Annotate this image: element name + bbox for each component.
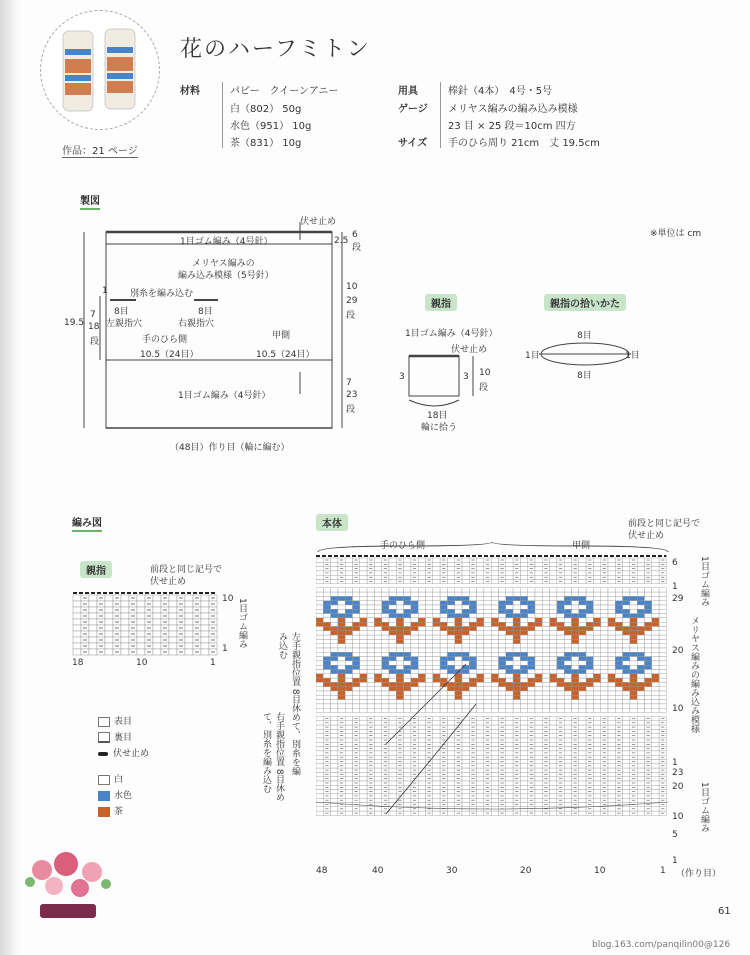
bc-side-rib-top: 1目ゴム編み: [699, 556, 709, 607]
body-chart-cells: [316, 558, 666, 815]
bc-side-pattern: メリヤス編みの編み込み模様: [689, 616, 699, 733]
dg-waste-yarn: 別糸を編み込む: [130, 289, 194, 299]
th-bind-off: 伏せ止め: [451, 345, 488, 355]
section-hontai: 本体: [316, 514, 348, 531]
tc-col-1: 1: [210, 658, 216, 668]
dg-len-1: 1: [102, 286, 108, 296]
bc-annot-left: 左手親指位置 8目休めて、別糸を編み込む: [277, 632, 300, 776]
tc-col-18: 18: [72, 658, 84, 668]
section-oyayubi-chart: 親指: [80, 561, 112, 578]
th-rib: 1目ゴム編み（4号針）: [405, 329, 498, 339]
tc-note1: 前段と同じ記号で: [150, 565, 223, 575]
dg-rib-bottom: 1目ゴム編み（4号針）: [178, 391, 271, 401]
bc-back: 甲側: [572, 541, 591, 551]
pk-left: 1目: [525, 351, 540, 361]
spec-value-tools: 棒針（4本） 4号・5号: [448, 86, 553, 97]
bc-row-20b: 20: [672, 782, 684, 792]
bc-row-5: 5: [672, 830, 678, 840]
th-d10u: 段: [479, 383, 489, 393]
th-d3b: 3: [463, 372, 469, 382]
bc-palm: 手のひら側: [380, 541, 426, 551]
bc-row-29: 29: [672, 594, 684, 604]
schematic-diagram: [60, 212, 380, 462]
materials-divider: [222, 82, 223, 148]
pk-right: 1目: [625, 351, 640, 361]
flower-stamp-art: [18, 848, 118, 928]
bc-col-1: 1: [660, 866, 666, 876]
tc-side-label: 1目ゴム編み: [237, 598, 247, 649]
mitten-photo-frame: [40, 10, 160, 130]
spec-value-gauge-count: 23 目 × 25 段＝10cm 四方: [448, 121, 576, 132]
dg-eight-r: 8目: [198, 307, 213, 317]
bc-row-6: 6: [672, 558, 678, 568]
bc-col-30: 30: [446, 866, 458, 876]
spec-value-size: 手のひら周り 21cm 丈 19.5cm: [448, 138, 600, 149]
material-color-1: 白（802） 50g: [230, 104, 302, 115]
bc-row-20a: 20: [672, 646, 684, 656]
section-oyayubi: 親指: [425, 294, 457, 311]
material-color-2: 水色（951） 10g: [230, 121, 312, 132]
dg-dim-6u: 段: [352, 243, 362, 253]
th-pick: 輪に拾う: [421, 423, 458, 433]
tc-col-10: 10: [136, 658, 148, 668]
page-number: 61: [718, 906, 731, 917]
dg-left-thumb: 左親指穴: [106, 319, 143, 329]
pk-bottom: 8目: [577, 371, 592, 381]
bc-bracket: [316, 540, 672, 554]
tc-row-1: 1: [222, 644, 228, 654]
legend-knit: 表目: [98, 714, 132, 727]
thumb-chart-cells: [73, 595, 217, 655]
bc-col-10: 10: [594, 866, 606, 876]
section-seizu: 製図: [80, 192, 100, 210]
materials-label: 材料: [180, 86, 200, 97]
blog-watermark: blog.163.com/panqilin00@126: [592, 940, 731, 950]
dg-dim-10: 10: [346, 282, 358, 292]
dg-dim-25: 2.5: [334, 236, 349, 246]
section-amizu: 編み図: [72, 514, 102, 532]
unit-note: ※単位は cm: [650, 229, 702, 239]
work-page-ref: 作品：21 ページ: [62, 142, 138, 158]
tc-note2: 伏せ止め: [150, 577, 187, 587]
thumb-schematic: [395, 320, 505, 440]
bc-row-23: 23: [672, 768, 684, 778]
tc-row-10: 10: [222, 594, 234, 604]
dg-dim-29u: 段: [346, 311, 356, 321]
dg-dim-6: 6: [352, 230, 358, 240]
bc-annot-right: 右手親指位置 8目休めて、別糸を編み込む: [261, 712, 284, 802]
dg-right-thumb: 右親指穴: [178, 319, 215, 329]
spec-value-gauge: メリヤス編みの編み込み模様: [448, 104, 578, 115]
dg-len-18u: 段: [90, 337, 100, 347]
dg-dim-23: 23: [346, 390, 358, 400]
dg-len-7: 7: [90, 310, 96, 320]
bc-row-1b: 1: [672, 758, 678, 768]
specs-divider: [440, 82, 441, 148]
dg-palm: 手のひら側: [142, 335, 188, 345]
spec-label-gauge: ゲージ: [398, 104, 428, 115]
dg-dim-29: 29: [346, 296, 358, 306]
spec-label-size: サイズ: [398, 138, 428, 149]
flower-stamp-logo: [18, 848, 118, 928]
bc-note1: 前段と同じ記号で: [628, 519, 701, 529]
materials-yarn: パピー クイーンアニー: [230, 86, 339, 97]
spec-label-tools: 用具: [398, 86, 418, 97]
bc-note2: 伏せ止め: [628, 531, 665, 541]
bc-col-48: 48: [316, 866, 328, 876]
legend-blue: 水色: [98, 788, 132, 801]
bc-col-20: 20: [520, 866, 532, 876]
legend-bind: 伏せ止め: [98, 746, 149, 759]
thumb-chart-grid: [72, 592, 220, 656]
dg-half-r: 10.5（24目）: [256, 350, 315, 360]
dg-stockinette-2: 編み込み模様（5号針）: [178, 271, 274, 281]
pk-top: 8目: [577, 331, 592, 341]
th-around: 18目: [427, 411, 448, 421]
dg-dim-7: 7: [346, 378, 352, 388]
page-gutter-shadow: [0, 0, 22, 955]
bc-col-40: 40: [372, 866, 384, 876]
bc-row-1a: 1: [672, 582, 678, 592]
legend-white: 白: [98, 772, 123, 785]
th-d3a: 3: [399, 372, 405, 382]
dg-eight-l: 8目: [114, 307, 129, 317]
dg-back: 甲側: [272, 331, 291, 341]
bc-row-10b: 10: [672, 812, 684, 822]
dg-half-l: 10.5（24目）: [140, 350, 199, 360]
body-chart-grid: [316, 554, 668, 866]
bc-side-rib-bottom: 1目ゴム編み: [699, 782, 709, 833]
legend-brown: 茶: [98, 804, 123, 817]
pickup-diagram: [525, 330, 645, 380]
mitten-illustration: [41, 11, 159, 129]
dg-dim-23u: 段: [346, 405, 356, 415]
dg-stockinette-1: メリヤス編みの: [192, 259, 255, 269]
section-oyayubi-pickup: 親指の拾いかた: [544, 294, 626, 311]
th-d10: 10: [479, 368, 491, 378]
schematic-lines: [60, 212, 380, 462]
bc-row-10a: 10: [672, 704, 684, 714]
material-color-3: 茶（831） 10g: [230, 138, 302, 149]
legend-purl: 裏目: [98, 730, 132, 743]
dg-bind-off: 伏せ止め: [300, 217, 337, 227]
bc-row-1c: 1: [672, 856, 678, 866]
dg-cast-on: （48目）作り目（輪に編む）: [170, 443, 290, 453]
bc-side-cast: （作り目）: [676, 869, 722, 879]
dg-rib-top: 1目ゴム編み（4号針）: [180, 237, 273, 247]
page-title: 花のハーフミトン: [180, 37, 371, 62]
dg-len-195: 19.5: [64, 318, 85, 328]
dg-len-18: 18: [88, 322, 100, 332]
